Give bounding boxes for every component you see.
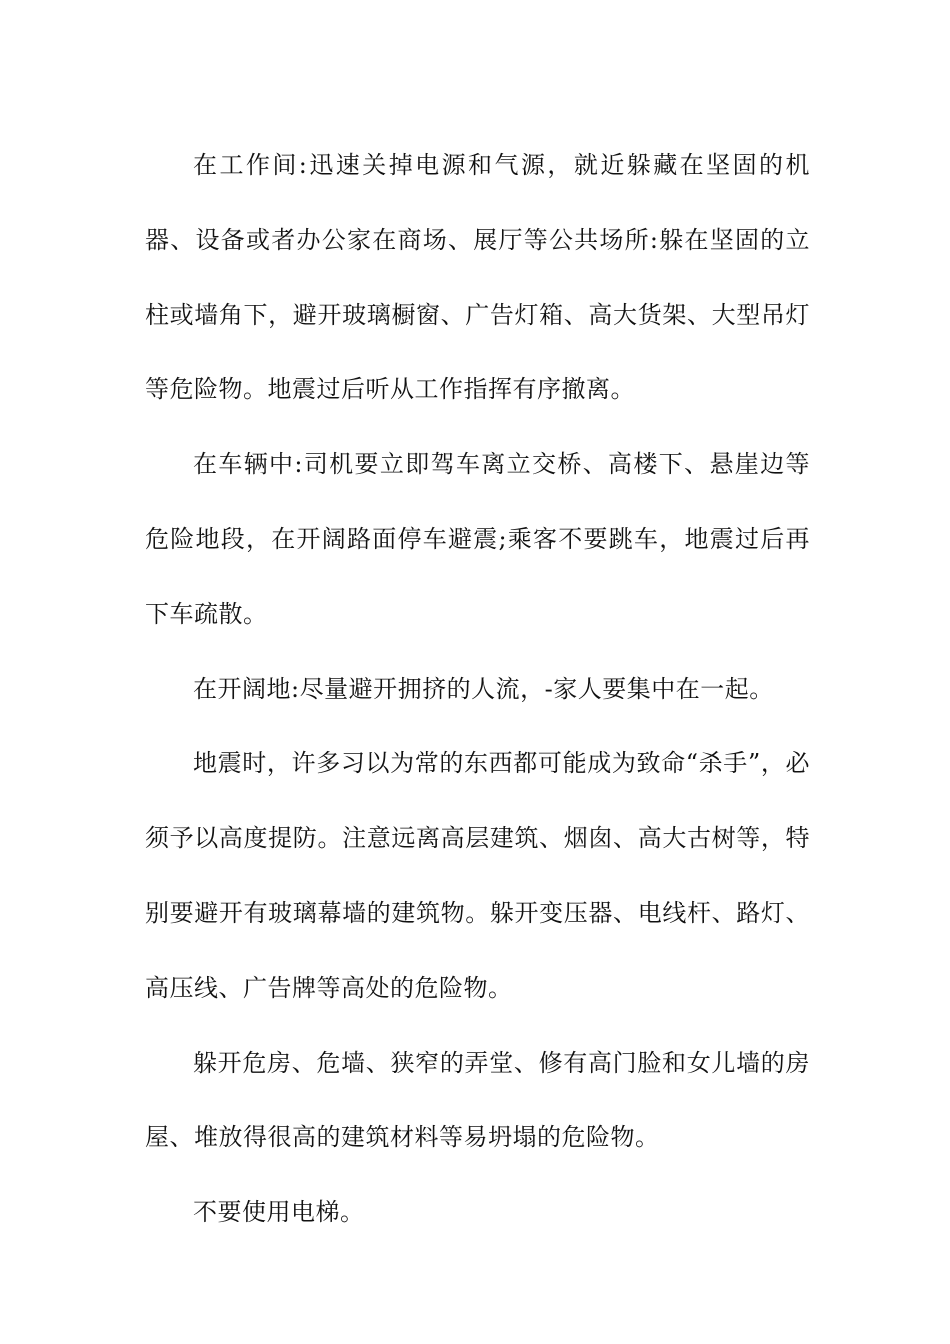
paragraph-open-area: 在开阔地:尽量避开拥挤的人流，-家人要集中在一起。 (193, 674, 774, 703)
paragraph-elevator: 不要使用电梯。 (193, 1198, 365, 1227)
paragraph-collapse-hazards: 躲开危房、危墙、狭窄的弄堂、修有高门脸和女儿墙的房屋、堆放得很高的建筑材料等易坍塌的危险物。 (145, 1048, 810, 1152)
paragraph-workplace: 在工作间:迅速关掉电源和气源，就近躲藏在坚固的机器、设备或者办公家在商场、展厅等公共场所:躲在坚固的立柱或墙角下，避开玻璃橱窗、广告灯箱、高大货架、大型吊灯等危险物。地震过后听从工作指挥有序撤离。 (145, 151, 810, 404)
paragraph-vehicle: 在车辆中:司机要立即驾车离立交桥、高楼下、悬崖边等危险地段，在开阔路面停车避震;乘客不要跳车，地震过后再下车疏散。 (145, 450, 810, 628)
document-body (145, 128, 810, 1250)
paragraph-dangerous-objects: 地震时，许多习以为常的东西都可能成为致命“杀手”，必须予以高度提防。注意远离高层建筑、烟囱、高大古树等，特别要避开有玻璃幕墙的建筑物。躲开变压器、电线杆、路灯、高压线、广告牌等高处的危险物。 (145, 749, 810, 1002)
